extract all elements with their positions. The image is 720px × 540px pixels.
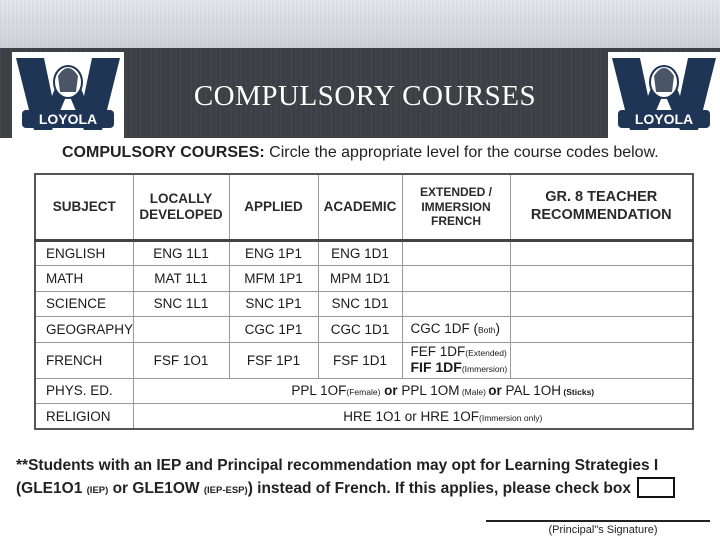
course-code-academic[interactable]: ENG 1D1 [318,240,402,266]
recommendation-cell[interactable] [510,240,693,266]
header-locally-developed: LOCALLY DEVELOPED [133,174,229,240]
course-code-academic[interactable]: FSF 1D1 [318,342,402,378]
header-extended-immersion: EXTENDED / IMMERSION FRENCH [402,174,510,240]
course-code-applied[interactable]: MFM 1P1 [229,266,318,292]
table-header-row [35,174,693,240]
note-part-2: or GLE1OW [108,480,204,497]
course-code-french[interactable] [402,317,510,343]
extended-note: (Extended) [465,347,507,358]
course-code-applied[interactable]: SNC 1P1 [229,291,318,317]
recommendation-cell[interactable] [510,266,693,292]
header-subject: SUBJECT [35,174,133,240]
table-row-phys-ed [35,378,693,404]
course-code-locally[interactable]: ENG 1L1 [133,240,229,266]
phys-ed-or-2: or [488,383,506,399]
header-academic: ACADEMIC [318,174,402,240]
recommendation-cell[interactable] [510,342,693,378]
section-heading [62,144,702,162]
signature-label: (Principal"s Signature) [548,524,658,536]
course-code-french[interactable] [402,342,510,378]
recommendation-cell[interactable] [510,291,693,317]
heading-instruction: Circle the appropriate level for the course codes below. [264,144,659,161]
loyola-logo-left [12,52,124,138]
religion-codes: HRE 1O1 or HRE 1OF [343,408,479,424]
course-code-applied[interactable]: FSF 1P1 [229,342,318,378]
course-code-academic[interactable]: SNC 1D1 [318,291,402,317]
religion-courses[interactable] [133,404,693,430]
course-table [34,173,694,430]
phys-ed-note-2: (Male) [459,387,489,398]
phys-ed-note-3: (Sticks) [561,387,595,398]
header-applied: APPLIED [229,174,318,240]
french-close: ) [495,320,500,336]
french-note: Both [478,324,496,335]
course-code-locally [133,317,229,343]
table-row-french [35,342,693,378]
phys-ed-code-3: PAL 1OH [505,383,562,399]
immersion-note: (Immersion) [461,363,508,374]
course-code-french [402,266,510,292]
course-code-locally[interactable]: FSF 1O1 [133,342,229,378]
note-iep: (IEP) [86,485,109,496]
course-code-french [402,240,510,266]
loyola-logo-right [608,52,720,138]
religion-note: (Immersion only) [479,412,543,423]
subject-cell: RELIGION [35,404,133,430]
subject-cell: SCIENCE [35,291,133,317]
recommendation-cell[interactable] [510,317,693,343]
course-code-locally[interactable]: MAT 1L1 [133,266,229,292]
subject-cell: GEOGRAPHY [35,317,133,343]
phys-ed-courses[interactable] [133,378,693,404]
immersion-code: FIF 1DF [410,358,462,375]
signature-line[interactable] [486,520,710,522]
table-row [35,291,693,317]
note-part-3: ) instead of French. If this applies, please check box [247,480,631,497]
table-row-religion [35,404,693,430]
course-code-locally[interactable]: SNC 1L1 [133,291,229,317]
note-iep-esp: (IEP-ESP) [203,485,248,496]
course-code-academic[interactable]: CGC 1D1 [318,317,402,343]
subject-cell: ENGLISH [35,240,133,266]
table-row [35,317,693,343]
header-teacher-recommendation: GR. 8 TEACHER RECOMMENDATION [510,174,693,240]
phys-ed-note-1: (Female) [346,387,381,398]
subject-cell: FRENCH [35,342,133,378]
extended-code: FEF 1DF [410,343,466,359]
phys-ed-code-2: PPL 1OM [401,383,460,399]
phys-ed-or-1: or [380,383,402,399]
note-part-1: **Students with an IEP and Principal recommendation may opt for Learning Strategies I (GLE1O1 [16,457,659,497]
top-strip [0,0,720,48]
logo-text: LOYOLA [634,111,694,127]
heading-bold: COMPULSORY COURSES: [62,144,265,161]
course-code-applied[interactable]: CGC 1P1 [229,317,318,343]
table-row [35,240,693,266]
table-row [35,266,693,292]
logo-text: LOYOLA [38,111,98,127]
french-code: CGC 1DF ( [410,320,478,336]
course-code-applied[interactable]: ENG 1P1 [229,240,318,266]
french-exemption-checkbox[interactable] [637,477,675,498]
course-code-french [402,291,510,317]
course-code-academic[interactable]: MPM 1D1 [318,266,402,292]
subject-cell: MATH [35,266,133,292]
subject-cell: PHYS. ED. [35,378,133,404]
page-title: COMPULSORY COURSES [193,80,537,112]
iep-note [16,454,706,502]
phys-ed-code-1: PPL 1OF [291,383,347,399]
